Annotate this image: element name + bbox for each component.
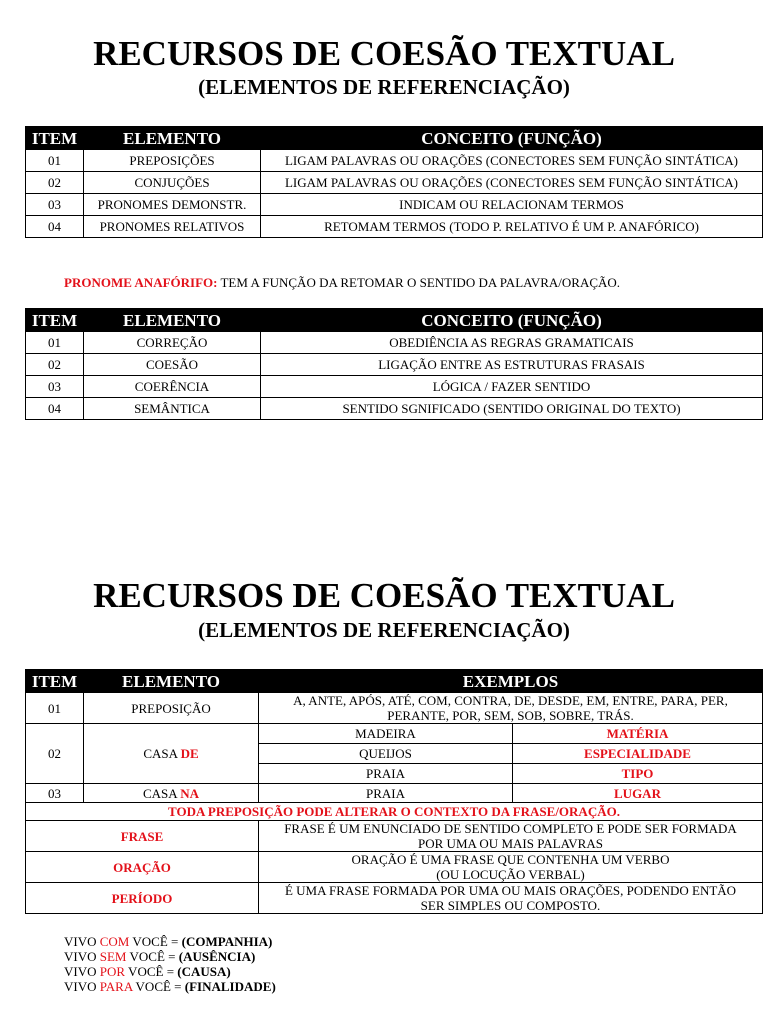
cell-concept: LIGAM PALAVRAS OU ORAÇÕES (CONECTORES SEM FUNÇÃO SINTÁTICA) (261, 172, 763, 194)
header-item: ITEM (26, 670, 84, 693)
definition-line2: SER SIMPLES OU COMPOSTO. (420, 898, 601, 913)
cell-element: CORREÇÃO (84, 332, 261, 354)
cell-item: 02 (26, 724, 84, 784)
cell-element: PREPOSIÇÕES (84, 150, 261, 172)
cell-element: PRONOMES RELATIVOS (84, 216, 261, 238)
example-preposition: PARA (99, 979, 133, 994)
element-highlight: DE (180, 746, 199, 761)
element-prefix: CASA (143, 746, 181, 761)
cell-item: 04 (26, 216, 84, 238)
cell-element: PREPOSIÇÃO (84, 693, 259, 724)
usage-examples (64, 934, 276, 994)
prepositions-table (25, 669, 763, 914)
definition-term: ORAÇÃO (26, 852, 259, 883)
banner-row (26, 803, 763, 821)
definition-line2: POR UMA OU MAIS PALAVRAS (418, 836, 603, 851)
header-element: ELEMENTO (84, 670, 259, 693)
definition-term: PERÍODO (26, 883, 259, 914)
table-row (26, 194, 763, 216)
note-label: PRONOME ANAFÓRIFO: (64, 275, 218, 290)
table-row (26, 376, 763, 398)
header-item: ITEM (26, 309, 84, 332)
definition-row (26, 852, 763, 883)
definition-row (26, 821, 763, 852)
cell-example-left: MADEIRA (259, 724, 513, 744)
section2-subtitle: (ELEMENTOS DE REFERENCIAÇÃO) (198, 618, 570, 642)
preposition-banner: TODA PREPOSIÇÃO PODE ALTERAR O CONTEXTO DA FRASE/ORAÇÃO. (26, 803, 763, 821)
cell-element: PRONOMES DEMONSTR. (84, 194, 261, 216)
table-row (26, 332, 763, 354)
example-preposition: POR (99, 964, 126, 979)
functions-table (25, 126, 763, 238)
header-element: ELEMENTO (84, 309, 261, 332)
definition-text (259, 852, 763, 883)
header-concept: CONCEITO (FUNÇÃO) (261, 127, 763, 150)
definition-row (26, 883, 763, 914)
examples-line2: PERANTE, POR, SEM, SOB, SOBRE, TRÁS. (387, 708, 634, 723)
cell-item: 03 (26, 784, 84, 803)
cell-concept: RETOMAM TERMOS (TODO P. RELATIVO É UM P. ANAFÓRICO) (261, 216, 763, 238)
anaphoric-note (64, 275, 620, 291)
example-meaning: (FINALIDADE) (184, 979, 276, 994)
cell-element (84, 784, 259, 803)
page-title: RECURSOS DE COESÃO TEXTUAL (93, 34, 675, 73)
table-row (26, 216, 763, 238)
cell-item: 02 (26, 172, 84, 194)
example-preposition: SEM (99, 949, 127, 964)
cell-item: 02 (26, 354, 84, 376)
table-header-row (26, 127, 763, 150)
definition-line1: FRASE É UM ENUNCIADO DE SENTIDO COMPLETO E PODE SER FORMADA (284, 821, 737, 836)
definition-text (259, 821, 763, 852)
example-meaning: (COMPANHIA) (181, 934, 273, 949)
cell-element: COERÊNCIA (84, 376, 261, 398)
table-row (26, 398, 763, 420)
header-item: ITEM (26, 127, 84, 150)
example-line (64, 979, 276, 994)
example-middle: VOCÊ = (126, 949, 179, 964)
table-row (26, 172, 763, 194)
cell-example-left: QUEIJOS (259, 744, 513, 764)
cell-concept: LIGAM PALAVRAS OU ORAÇÕES (CONECTORES SEM FUNÇÃO SINTÁTICA) (261, 150, 763, 172)
header-concept: CONCEITO (FUNÇÃO) (261, 309, 763, 332)
cell-item: 04 (26, 398, 84, 420)
example-line (64, 964, 276, 979)
cell-element (84, 724, 259, 784)
example-meaning: (AUSÊNCIA) (178, 949, 256, 964)
element-highlight: NA (180, 785, 199, 801)
cell-item: 03 (26, 194, 84, 216)
cell-item: 01 (26, 150, 84, 172)
concepts-table (25, 308, 763, 420)
cell-example-right: ESPECIALIDADE (513, 744, 763, 764)
example-middle: VOCÊ = (125, 964, 178, 979)
example-middle: VOCÊ = (132, 979, 185, 994)
table-row (26, 784, 763, 803)
cell-example-right: LUGAR (513, 784, 763, 803)
cell-element: CONJUÇÕES (84, 172, 261, 194)
table-row (26, 724, 763, 744)
definition-line1: ORAÇÃO É UMA FRASE QUE CONTENHA UM VERBO (351, 852, 670, 867)
cell-example-left: PRAIA (259, 784, 513, 803)
page-subtitle: (ELEMENTOS DE REFERENCIAÇÃO) (198, 75, 570, 99)
definition-line1: É UMA FRASE FORMADA POR UMA OU MAIS ORAÇÕES, PODENDO ENTÃO (284, 883, 737, 898)
example-prefix: VIVO (64, 949, 100, 964)
cell-item: 01 (26, 332, 84, 354)
example-prefix: VIVO (64, 979, 100, 994)
cell-example-right: MATÉRIA (513, 724, 763, 744)
examples-line1: A, ANTE, APÓS, ATÉ, COM, CONTRA, DE, DESDE, EM, ENTRE, PARA, PER, (293, 693, 728, 708)
definition-line2: (OU LOCUÇÃO VERBAL) (436, 867, 585, 882)
header-examples: EXEMPLOS (259, 670, 763, 693)
example-prefix: VIVO (64, 934, 100, 949)
cell-item: 03 (26, 376, 84, 398)
example-preposition: COM (99, 934, 130, 949)
example-line (64, 949, 276, 964)
note-text: TEM A FUNÇÃO DA RETOMAR O SENTIDO DA PALAVRA/ORAÇÃO. (217, 275, 621, 290)
table-header-row (26, 670, 763, 693)
cell-example-right: TIPO (513, 764, 763, 784)
cell-example-left: PRAIA (259, 764, 513, 784)
cell-concept: SENTIDO SGNIFICADO (SENTIDO ORIGINAL DO TEXTO) (261, 398, 763, 420)
cell-element: COESÃO (84, 354, 261, 376)
table-row (26, 150, 763, 172)
example-line (64, 934, 276, 949)
section2-title: RECURSOS DE COESÃO TEXTUAL (93, 576, 675, 615)
example-prefix: VIVO (64, 964, 100, 979)
table-row (26, 693, 763, 724)
example-middle: VOCÊ = (129, 934, 182, 949)
cell-concept: OBEDIÊNCIA AS REGRAS GRAMATICAIS (261, 332, 763, 354)
definition-text (259, 883, 763, 914)
header-element: ELEMENTO (84, 127, 261, 150)
cell-item: 01 (26, 693, 84, 724)
definition-term: FRASE (26, 821, 259, 852)
cell-concept: INDICAM OU RELACIONAM TERMOS (261, 194, 763, 216)
element-prefix: CASA (143, 785, 181, 801)
table-row (26, 354, 763, 376)
example-meaning: (CAUSA) (177, 964, 231, 979)
table-header-row (26, 309, 763, 332)
cell-concept: LIGAÇÃO ENTRE AS ESTRUTURAS FRASAIS (261, 354, 763, 376)
cell-element: SEMÂNTICA (84, 398, 261, 420)
cell-concept: LÓGICA / FAZER SENTIDO (261, 376, 763, 398)
cell-examples (259, 693, 763, 724)
